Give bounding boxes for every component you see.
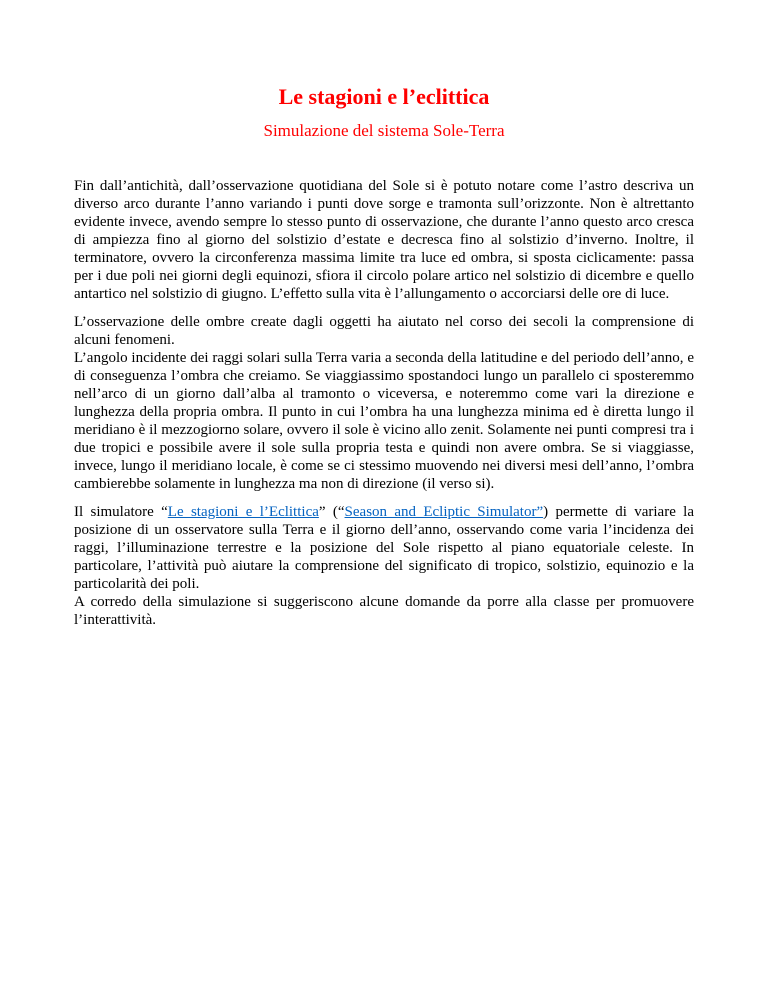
paragraph-simulator-middle: ” (“ [318,504,345,520]
document-body [74,177,694,639]
page-subtitle: Simulazione del sistema Sole-Terra [263,121,505,140]
paragraph-simulator-suffix: ) permette di variare la posizione di un osservatore sulla Terra e il giorno dell’anno, osservando come varia l’incidenza dei raggi, l’illuminazione terrestre e la posizione del Sole rispetto al piano equatoriale celeste. In particolare, l’attività può aiutare la comprensione del significato di tropico, solstizio, equinozio e la particolarità dei poli. [74,504,695,592]
paragraph-simulator [74,503,694,629]
page-title: Le stagioni e l’eclittica [278,84,490,109]
simulator-link-english[interactable]: Season and Ecliptic Simulator” [344,504,544,520]
paragraph-intro: Fin dall’antichità, dall’osservazione quotidiana del Sole si è potuto notare come l’astro descriva un diverso arco durante l’anno variando i punti dove sorge e tramonta sull’orizzonte. Non è altrettanto evidente invece, avendo sempre lo stesso punto di osservazione, che durante l’anno questo arco cresca di ampiezza fino al giorno del solstizio d’estate e decresca fino al solstizio d’inverno. Inoltre, il terminatore, ovvero la circonferenza massima limite tra luce ed ombra, si sposta ciclicamente: passa per i due poli nei giorni degli equinozi, sfiora il circolo polare artico nel solstizio di dicembre e quello antartico nel solstizio di giugno. L’effetto sulla vita è l’allungamento o accorciarsi delle ore di luce. [74,178,694,302]
paragraph-simulator-prefix: Il simulatore “ [74,504,168,520]
simulator-link-italian[interactable]: Le stagioni e l’Eclittica [167,504,319,520]
paragraph-shadows-line2: L’angolo incidente dei raggi solari sulla Terra varia a seconda della latitudine e del periodo dell’anno, e di conseguenza l’ombra che creiamo. Se viaggiassimo spostandoci lungo un parallelo ci sposteremmo nell’arco di un giorno dall’alba al tramonto o viceversa, e noteremmo come vari la direzione e lunghezza della propria ombra. Il punto in cui l’ombra ha una lunghezza minima ed è diretta lungo il meridiano è il mezzogiorno solare, ovvero il sole è vicino allo zenit. Solamente nei punti compresi tra i due tropici e possibile avere il sole sulla propria testa e quindi non avere ombra. Se si viaggiasse, invece, lungo il meridiano locale, è come se ci stessimo muovendo nei diversi mesi dell’anno, l’ombra cambierebbe solamente in lunghezza ma non di direzione (il verso si). [74,350,694,492]
paragraph-shadows [74,313,694,493]
paragraph-shadows-line1: L’osservazione delle ombre create dagli oggetti ha aiutato nel corso dei secoli la comprensione di alcuni fenomeni. [74,314,694,348]
paragraph-simulator-line2: A corredo della simulazione si suggeriscono alcune domande da porre alla classe per promuovere l’interattività. [74,594,694,628]
